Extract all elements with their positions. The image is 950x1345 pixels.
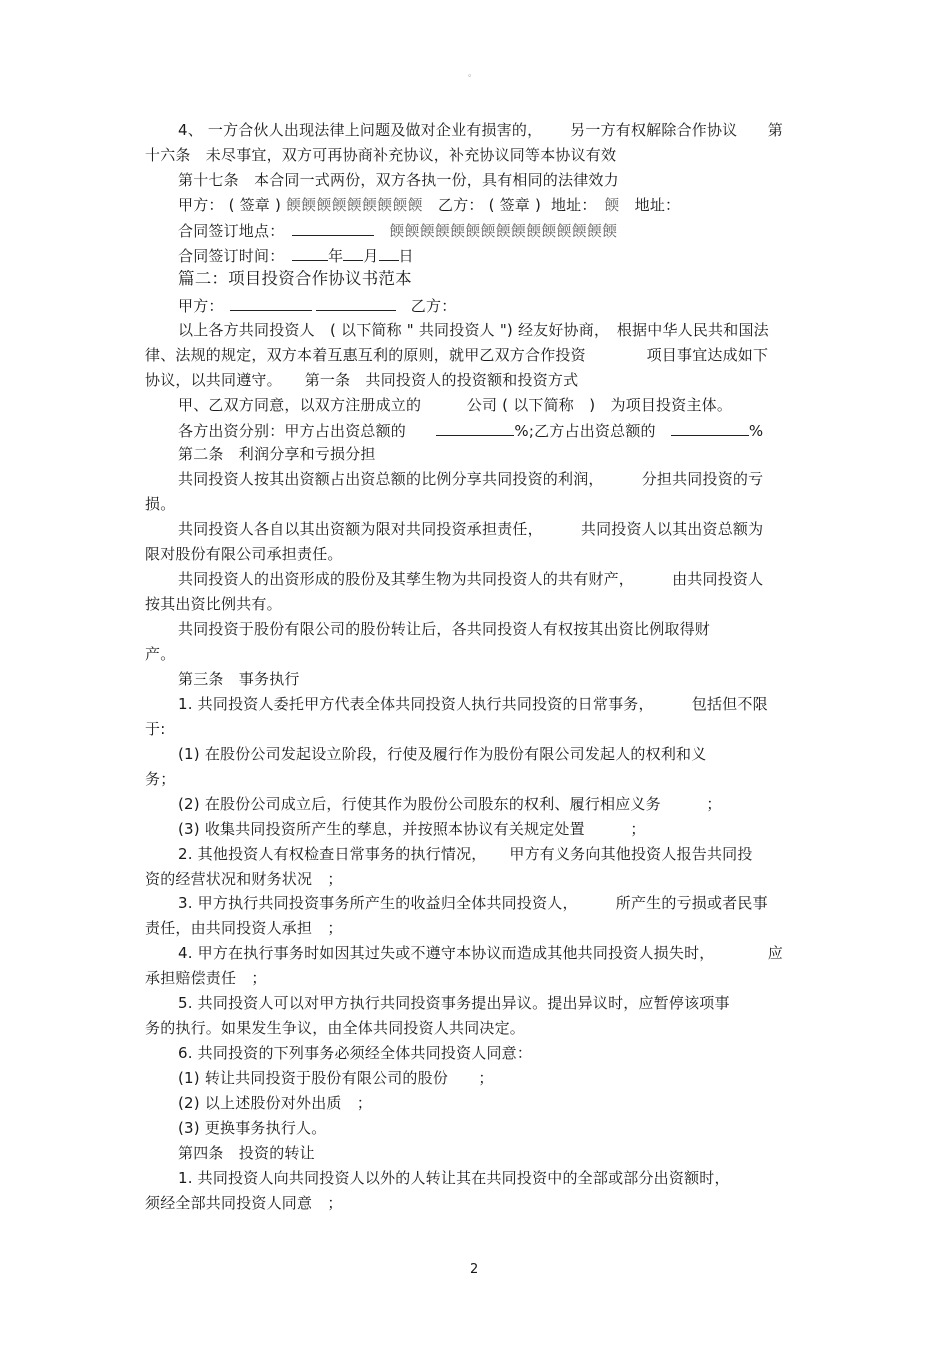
top-mark: 。 <box>468 69 478 79</box>
text-line: 产。 <box>145 645 176 663</box>
text-line: 须经全部共同投资人同意 ； <box>145 1194 343 1212</box>
text-line: (1) 转让共同投资于股份有限公司的股份 ； <box>178 1069 494 1087</box>
text-line: 共同投资人各自以其出资额为限对共同投资承担责任， 共同投资人以其出资总额为 <box>178 520 764 538</box>
text-line: 责任，由共同投资人承担 ； <box>145 919 343 937</box>
text-line: 4、 一方合伙人出现法律上问题及做对企业有损害的， 另一方有权解除合作协议 第 <box>178 121 783 139</box>
parties-line <box>178 295 456 316</box>
text-line: 2. 其他投资人有权检查日常事务的执行情况， 甲方有义务向其他投资人报告共同投 <box>178 845 753 863</box>
party-b-sign-label: 乙方： ( 签章 ) 地址： <box>422 196 605 214</box>
text-line: 资的经营状况和财务状况 ； <box>145 870 343 888</box>
blank-field <box>343 245 363 261</box>
contribution-label-b: %;乙方占出资总额的 <box>514 422 671 440</box>
percent-sign: % <box>748 422 764 440</box>
month-label: 月 <box>363 247 379 265</box>
text-line: 共同投资人按其出资额占出资总额的比例分享共同投资的利润， 分担共同投资的亏 <box>178 470 764 488</box>
signing-place-line <box>178 220 617 241</box>
blank-field <box>316 295 396 311</box>
text-line: (3) 更换事务执行人。 <box>178 1119 327 1137</box>
article-heading: 第二条 利润分享和亏损分担 <box>178 445 376 463</box>
text-line: 共同投资人的出资形成的股份及其孳生物为共同投资人的共有财产， 由共同投资人 <box>178 570 764 588</box>
text-line: 限对股份有限公司承担责任。 <box>145 545 343 563</box>
text-line: 损。 <box>145 495 176 513</box>
signing-time-line <box>178 245 414 266</box>
text-line: 甲、乙双方同意，以双方注册成立的 公司 ( 以下简称 ) 为项目投资主体。 <box>178 396 733 414</box>
article-heading: 第四条 投资的转让 <box>178 1144 315 1162</box>
blank-field <box>292 245 328 261</box>
garbled-text: 餪 <box>604 196 620 214</box>
text-line: 十六条 未尽事宜，双方可再协商补充协议，补充协议同等本协议有效 <box>145 146 617 164</box>
text-line: 按其出资比例共有。 <box>145 595 282 613</box>
blank-field <box>436 420 514 436</box>
text-line: 3. 甲方执行共同投资事务所产生的收益归全体共同投资人， 所产生的亏损或者民事 <box>178 894 768 912</box>
section-heading: 篇二：项目投资合作协议书范本 <box>178 269 412 288</box>
article-heading: 第三条 事务执行 <box>178 670 300 688</box>
text-line: 共同投资于股份有限公司的股份转让后，各共同投资人有权按其出资比例取得财 <box>178 620 711 638</box>
text-line: 协议，以共同遵守。 第一条 共同投资人的投资额和投资方式 <box>145 371 579 389</box>
text-line: 第十七条 本合同一式两份，双方各执一份，具有相同的法律效力 <box>178 171 619 189</box>
party-a-label: 甲方： <box>178 297 224 315</box>
party-b-label: 乙方： <box>395 297 457 315</box>
blank-field <box>379 245 399 261</box>
text-line: 以上各方共同投资人 ( 以下简称 " 共同投资人 ") 经友好协商， 根据中华人民共和国法 <box>178 321 769 339</box>
text-line: (3) 收集共同投资所产生的孳息，并按照本协议有关规定处置 ； <box>178 820 646 838</box>
blank-field <box>671 420 749 436</box>
text-line: 1. 共同投资人委托甲方代表全体共同投资人执行共同投资的日常事务， 包括但不限 <box>178 695 768 713</box>
year-label: 年 <box>328 247 344 265</box>
signing-place-label: 合同签订地点： <box>178 222 293 240</box>
text-line: 务的执行。如果发生争议，由全体共同投资人共同决定。 <box>145 1019 526 1037</box>
signature-line <box>178 195 680 215</box>
contribution-label: 各方出资分别：甲方占出资总额的 <box>178 422 437 440</box>
text-line: 1. 共同投资人向共同投资人以外的人转让其在共同投资中的全部或部分出资额时， <box>178 1169 730 1187</box>
text-line: 承担赔偿责任 ； <box>145 969 267 987</box>
page-number: 2 <box>470 1262 479 1277</box>
text-line: (1) 在股份公司发起设立阶段，行使及履行作为股份有限公司发起人的权利和义 <box>178 745 707 763</box>
blank-field <box>230 295 312 311</box>
contribution-line <box>178 420 763 441</box>
text-line: 5. 共同投资人可以对甲方执行共同投资事务提出异议。提出异议时，应暂停该项事 <box>178 994 730 1012</box>
blank-field <box>292 220 374 236</box>
garbled-text: 餪餪餪餪餪餪餪餪餪餪餪餪餪餪餪 <box>374 222 618 240</box>
text-line: (2) 在股份公司成立后，行使其作为股份公司股东的权利、履行相应义务 ； <box>178 795 722 813</box>
text-line: 于: <box>145 720 166 738</box>
party-a-sign-label: 甲方： ( 签章 ) <box>178 196 286 214</box>
address-label: 地址： <box>619 196 681 214</box>
text-line: 律、法规的规定，双方本着互惠互利的原则，就甲乙双方合作投资 项目事宜达成如下 <box>145 346 769 364</box>
day-label: 日 <box>398 247 414 265</box>
text-line: 4. 甲方在执行事务时如因其过失或不遵守本协议而造成其他共同投资人损失时， 应 <box>178 944 783 962</box>
text-line: (2) 以上述股份对外出质 ； <box>178 1094 373 1112</box>
signing-time-label: 合同签订时间： <box>178 247 293 265</box>
text-line: 务； <box>145 770 176 788</box>
text-line: 6. 共同投资的下列事务必须经全体共同投资人同意： <box>178 1044 533 1062</box>
garbled-text: 餪餪餪餪餪餪餪餪餪 <box>285 196 423 214</box>
